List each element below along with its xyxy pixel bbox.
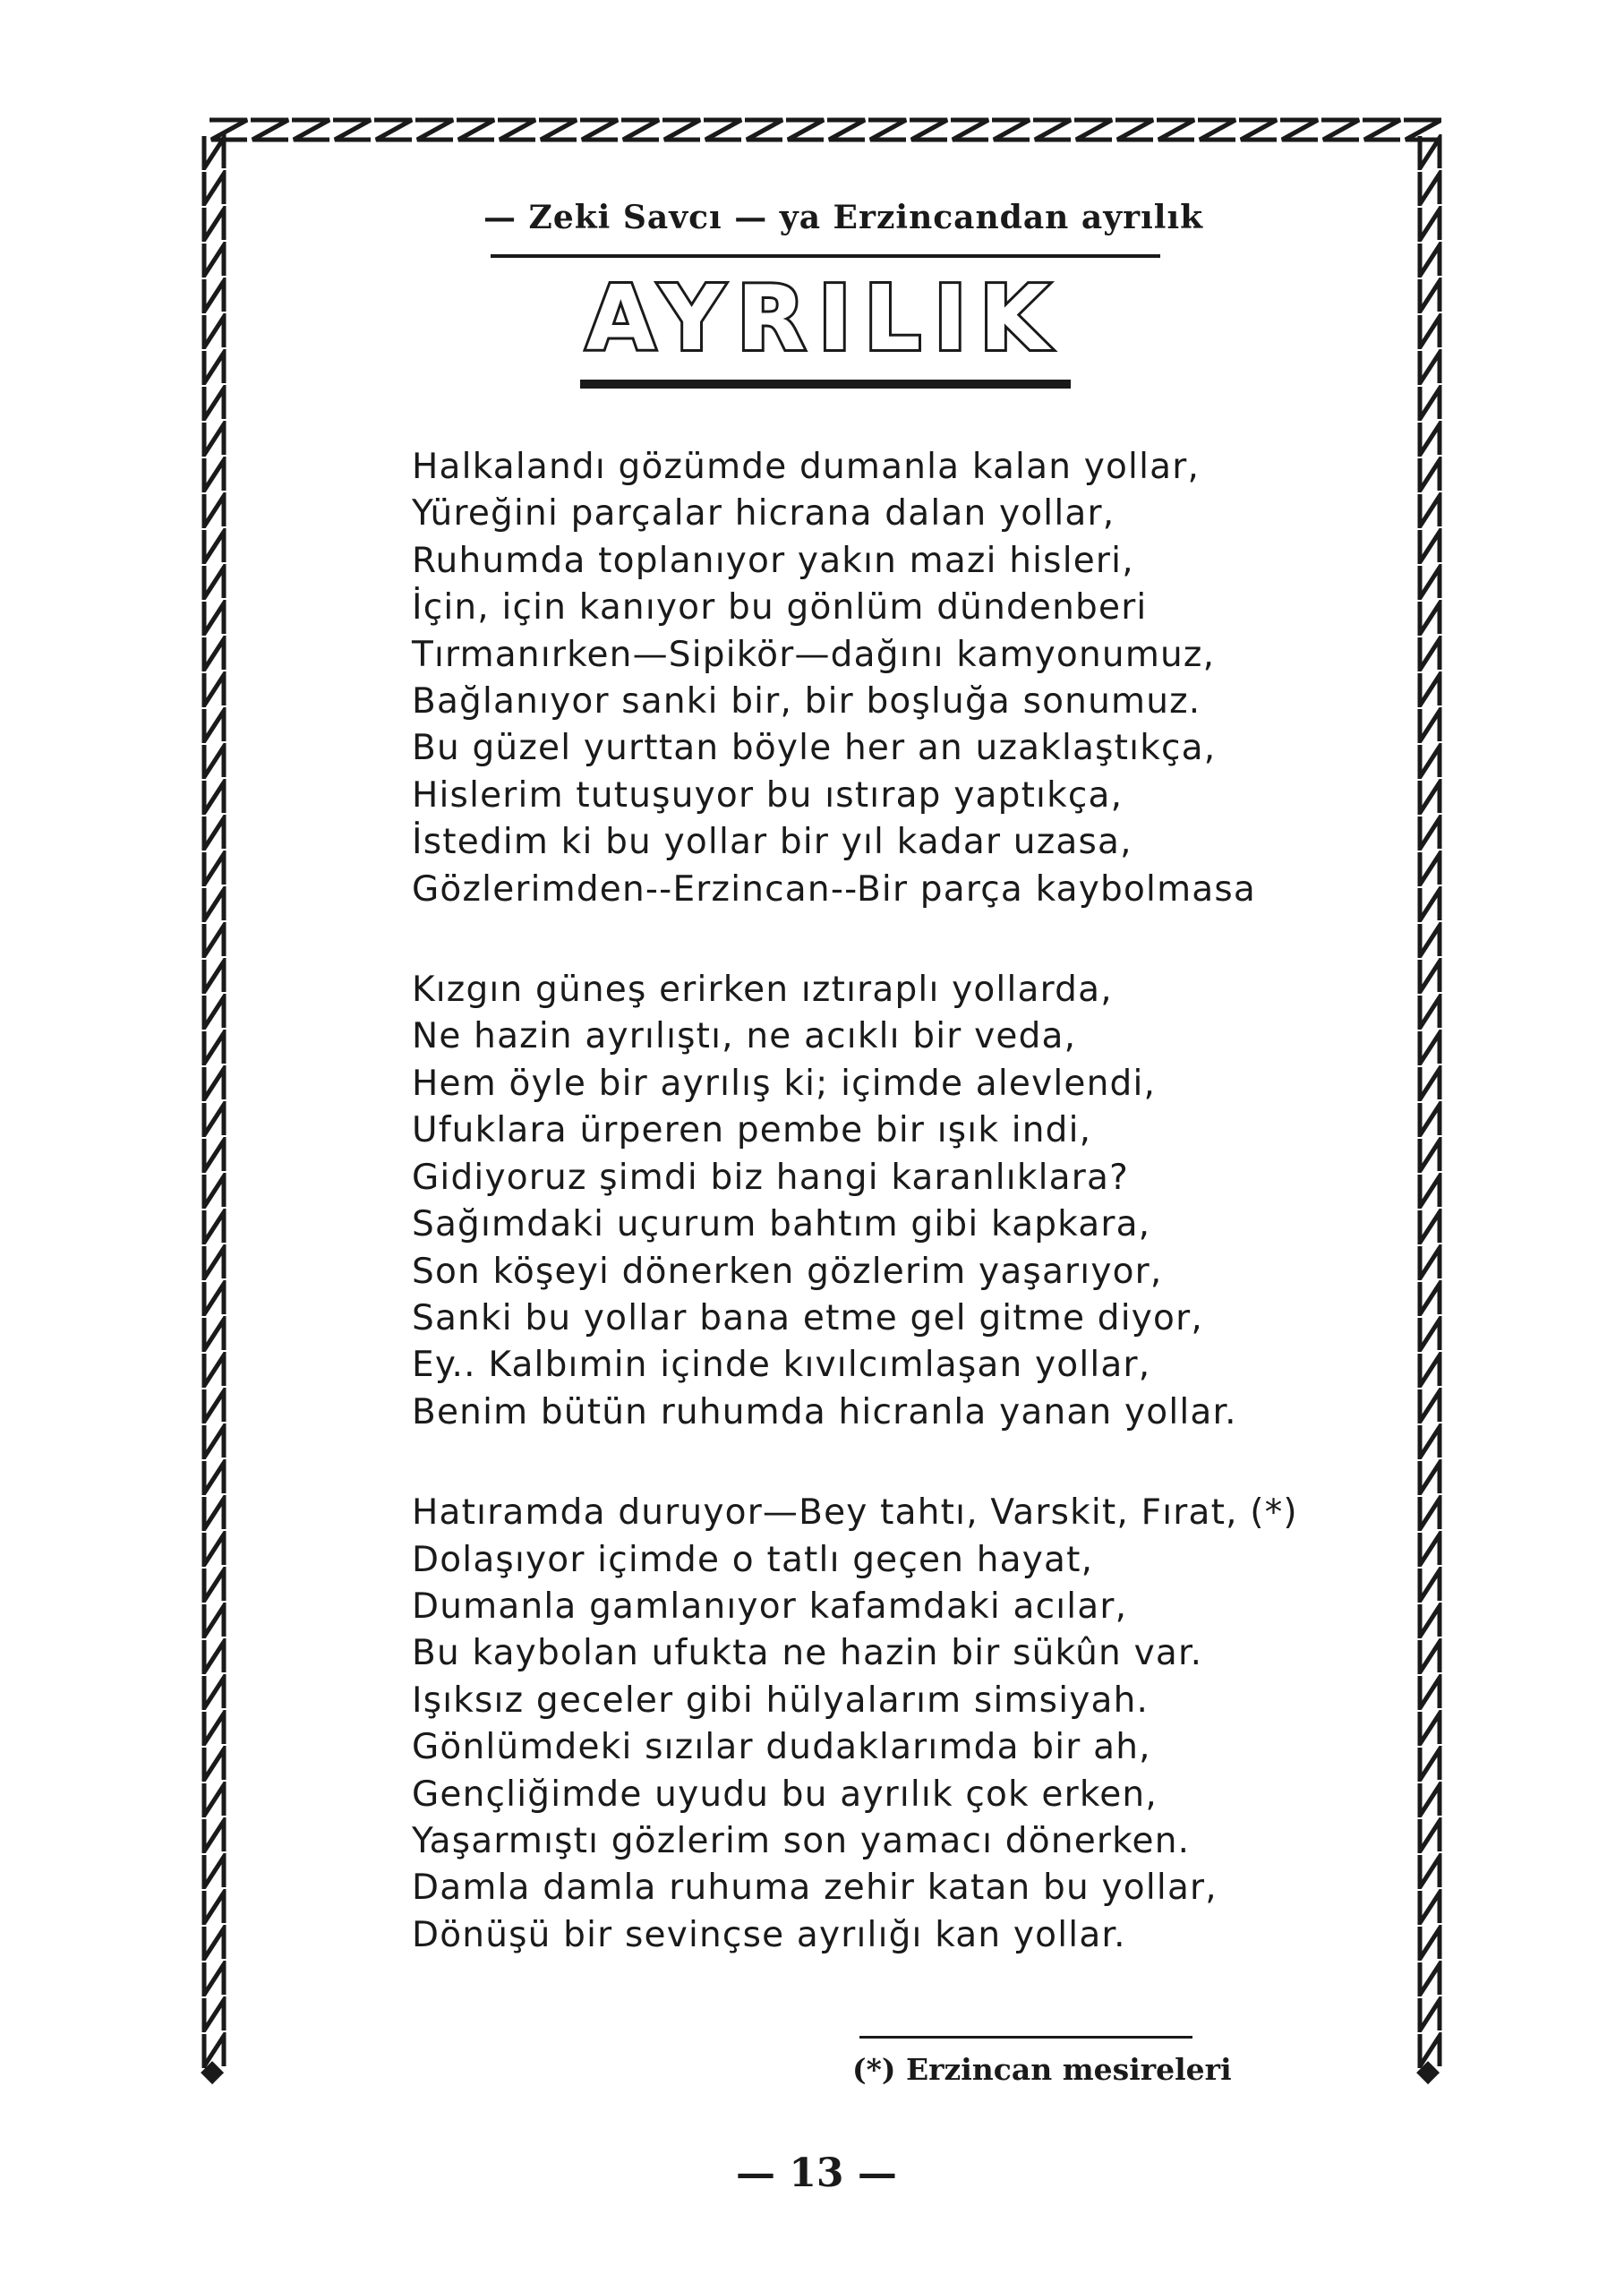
decorative-border-left	[199, 134, 229, 2068]
poem-line: Son köşeyi dönerken gözlerim yaşarıyor,	[412, 1251, 1163, 1292]
footnote: (*) Erzincan mesireleri	[852, 2052, 1232, 2087]
poem-line: İstedim ki bu yollar bir yıl kadar uzasa,	[412, 822, 1133, 863]
poem-line: İçin, için kanıyor bu gönlüm dündenberi	[412, 587, 1148, 628]
poem-line: Ufuklara ürperen pembe bir ışık indi,	[412, 1110, 1092, 1151]
poem-line: Halkalandı gözümde dumanla kalan yollar,	[412, 447, 1201, 487]
poem-line: Ne hazin ayrılıştı, ne acıklı bir veda,	[412, 1016, 1077, 1057]
poem-line: Kızgın güneş erirken ıztıraplı yollarda,	[412, 970, 1113, 1011]
poem-line: Dumanla gamlanıyor kafamdaki acılar,	[412, 1586, 1128, 1627]
footnote-rule	[859, 2036, 1192, 2039]
poem-line: Bu güzel yurttan böyle her an uzaklaştıkça,	[412, 728, 1217, 769]
poem-line: Gözlerimden--Erzincan--Bir parça kaybolmasa	[412, 868, 1257, 910]
stanza-2	[412, 967, 1307, 1436]
page-number: — 13 —	[736, 2150, 897, 2196]
poem-line: Benim bütün ruhumda hicranla yanan yollar.	[412, 1391, 1237, 1432]
decorative-border-right	[1415, 134, 1445, 2068]
stanza-1	[412, 444, 1307, 913]
poem-line: Işıksız geceler gibi hülyalarım simsiyah.	[412, 1680, 1150, 1721]
poem-line: Hem öyle bir ayrılış ki; içimde alevlendi,	[412, 1063, 1157, 1104]
poem-line: Bu kaybolan ufukta ne hazin bir sükûn var.	[412, 1633, 1203, 1674]
poem-line: Damla damla ruhuma zehir katan bu yollar,	[412, 1868, 1218, 1909]
poem-line: Yüreğini parçalar hicrana dalan yollar,	[412, 493, 1115, 534]
poem-body	[412, 444, 1307, 2013]
poem-line: Dolaşıyor içimde o tatlı geçen hayat,	[412, 1539, 1094, 1580]
poem-line: Dönüşü bir sevinçse ayrılığı kan yollar.	[412, 1914, 1126, 1955]
title-rule	[580, 380, 1071, 389]
poem-line: Sağımdaki uçurum bahtım gibi kapkara,	[412, 1204, 1151, 1245]
poem-line: Hatıramda duruyor—Bey tahtı, Varskit, Fırat, (*)	[412, 1492, 1298, 1534]
poem-line: Gönlümdeki sızılar dudaklarımda bir ah,	[412, 1727, 1151, 1768]
border-diamond-right-icon: ◆	[1416, 2053, 1440, 2089]
poem-line: Tırmanırken—Sipikör—dağını kamyonumuz,	[412, 634, 1216, 675]
poem-line: Yaşarmıştı gözlerim son yamacı dönerken.	[412, 1820, 1191, 1861]
stanza-3	[412, 1490, 1307, 1959]
poem-line: Hislerim tutuşuyor bu ıstırap yaptıkça,	[412, 774, 1124, 816]
subtitle: — Zeki Savcı — ya Erzincandan ayrılık	[483, 199, 1204, 236]
main-title	[537, 261, 1110, 369]
poem-line: Sanki bu yollar bana etme gel gitme diyor,	[412, 1297, 1203, 1338]
poem-line: Bağlanıyor sanki bir, bir boşluğa sonumuz.	[412, 681, 1201, 722]
poem-line: Gidiyoruz şimdi biz hangi karanlıklara?	[412, 1157, 1129, 1198]
poem-line: Gençliğimde uyudu bu ayrılık çok erken,	[412, 1774, 1158, 1815]
poem-line: Ruhumda toplanıyor yakın mazi hisleri,	[412, 540, 1134, 581]
main-title-text: AYRILIK	[585, 266, 1062, 369]
border-diamond-left-icon: ◆	[201, 2053, 225, 2089]
decorative-border-top	[208, 115, 1441, 145]
poem-line: Ey.. Kalbımin içinde kıvılcımlaşan yollar,	[412, 1345, 1151, 1386]
subtitle-rule	[491, 254, 1160, 258]
